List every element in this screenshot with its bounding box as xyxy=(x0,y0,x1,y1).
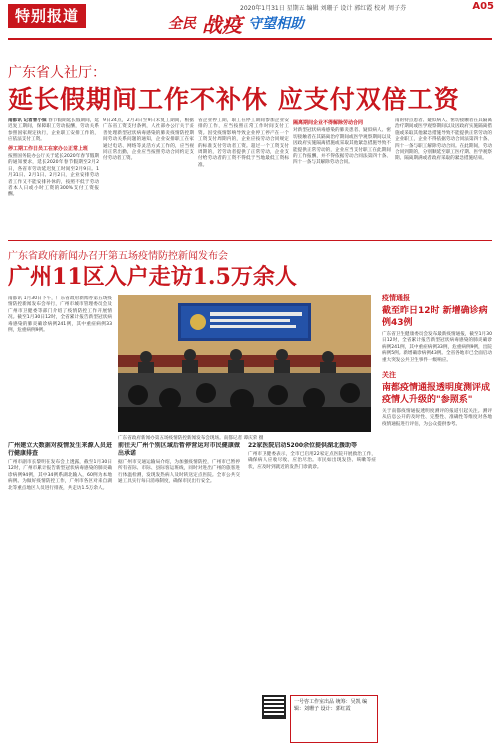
page-number: A05 xyxy=(472,1,494,12)
article2-subhead-b: 前往天广州个别区域后暂停营运对市民健康做出承诺 xyxy=(118,442,240,457)
article2-column-a xyxy=(8,442,112,692)
sidebar-tag-2: 关注 xyxy=(382,371,396,380)
article1-lead: 春节假期延长假期间，延迟复工期间，保障职工劳动报酬，劳动关系参照国家规定执行，企业职工安排工作的，应依法支付工资。 xyxy=(8,118,99,143)
qr-code xyxy=(262,695,286,719)
article1-col5-text: 南的特点患者、疑似病人、密切接触者在其隔离治疗期间或医学观察期间以及因政府实施隔离措施或采取其他紧急措施导致不能提供正常劳动的企业职工，企业不得依据劳动合同法第四十条、四十一条与职工解除劳动合同。在此期间，劳动合同到期的，分别顺延至职工医疗期、医学观察期、隔离期满或者政府采取的紧急措施结束。 xyxy=(395,118,492,162)
footer-credits: 一号咨工作室出品 统筹：吴凯 编辑：刘珊子 设计：郭红霞 xyxy=(290,695,378,743)
article1-col3-text: 省企业停工期，职工在停工期间参加企业安排的工作，应当按照正常工作时间支付工资。因受疫情影响导致企业停工停产在一个工资支付周期内的，企业应按劳动合同规定的标准支付劳动者工资。超过一个工资支付周期的，若劳动者提供了正常劳动，企业支付给劳动者的工资不得低于当地最低工资标准。 xyxy=(198,118,289,168)
photo-caption: 广东省政府新闻办第五场疫情防控新闻发布会现场。南都记者 谭庆荣 摄 xyxy=(118,436,264,441)
article1-kicker: 广东省人社厅： xyxy=(8,65,106,81)
banner-text-3: 守望相助 xyxy=(248,16,304,32)
article2-kicker: 广东省政府新闻办召开第五场疫情防控新闻发布会 xyxy=(8,251,228,262)
section-divider xyxy=(8,240,492,241)
article2-column-b xyxy=(118,442,240,742)
article1-column-4 xyxy=(293,118,391,236)
article1-col1-text: 按照国务院办公厅关于延长2020年春节假期的通知要求，延长2020年春节假期至2月2日，各省市劳动延迟复工时间至2月9日。1月31日、2月1日、2月2日，企业安排劳动者工作又不能安排补休的，按照不低于劳动者本人日或小时工资的300%支付工资报酬。 xyxy=(8,154,99,198)
banner-text-2: 战疫 xyxy=(202,12,242,37)
issue-meta: 2020年1月31日 星期五 编辑 刘珊子 设计 郭红霞 校对 周子芬 xyxy=(240,5,407,12)
sidebar-title: 截至昨日12时 新增确诊病例43例 xyxy=(382,306,488,328)
article1-subhead-1: 停工期工作日员工在家办公正常上班 xyxy=(8,145,89,152)
article1-byline: 南都讯 记者曾小妹 xyxy=(8,118,47,123)
article2-subhead-c: 22家医院启动5200余位提供湖北援助等 xyxy=(248,442,358,449)
campaign-banner xyxy=(168,10,304,36)
article2-headline: 广州11区入户走访1.5万余人 xyxy=(8,264,297,290)
section-tab: 特别报道 xyxy=(8,4,86,28)
banner-text-1: 全民 xyxy=(168,16,196,32)
article2-col-b-text: 据广州市交通运输局介绍，为加强疫情防控，广州市已暂停所有省际、市际、县际客运班线，同时对进出广州的旅客进行体温检测，发现发热病人及时转送定点医院。全市公共交通工具实行每日消毒制度，确保市民出行安全。 xyxy=(118,460,240,485)
article1-column-2 xyxy=(103,118,194,236)
sidebar-title-2: 南都疫情通报透明度测评成疫情人升级的"参照系" xyxy=(382,383,491,406)
article1-column-3 xyxy=(198,118,289,236)
sidebar-text-2: 关于南都疫情通报透明度测评的报道引起关注。测评从信息公开的及时性、完整性、准确性等维度对各地疫情通报进行评估，为公众提供参考。 xyxy=(382,409,492,427)
header-rule xyxy=(8,38,492,40)
article2-col-c-text: 广州市卫健委表示，全市已启用22家定点医院开展救治工作，确保病人应收尽收、应治尽治。市民如出现发热、咳嗽等症状，应及时到就近的发热门诊就诊。 xyxy=(248,452,376,470)
article1-col2-text: 9日24点，2月3日至9日未复工期间，根据广东省工资支付条例，人社部办公厅关于妥善处理新型冠状病毒感染的肺炎疫情防控期间劳动关系问题的通知，企业安排职工在家通过电话、网络等灵活方式工作的，应当视同正常出勤，企业应当按照劳动合同约定支付劳动者工资。 xyxy=(103,118,194,162)
article1-subhead-2: 隔离期间企业不得解除劳动合同 xyxy=(293,120,364,126)
article2-column-c xyxy=(248,442,376,690)
article1-col4-text: 对新型冠状病毒感染的肺炎患者、疑似病人、密切接触者在其隔离治疗期间或医学观察期间以及因政府实施隔离措施或采取其他紧急措施导致不能提供正常劳动的，企业应当支付职工在此期间的工作报酬，并不得依据劳动合同法第四十条、四十一条与其解除劳动合同。 xyxy=(293,128,391,166)
sidebar-tag: 疫情通报 xyxy=(382,294,410,302)
press-conference-photo xyxy=(118,295,371,432)
article2-subhead-a: 广州建立大数据对疫情发生来源人员进行健康排查 xyxy=(8,442,112,457)
article2-column-1 xyxy=(8,296,112,436)
article2-col-a-text: 广州市副市长黎明在发布会上透露，截至1月30日12时，广州市累计报告新型冠状病毒感染的肺炎确诊病例94例，其中34例系湖北输入，60例为本地病例。为做好疫情防控工作，广州市各区对来自湖北等重点地区人员进行排查，共走访1.5万余人。 xyxy=(8,460,112,491)
article1-headline: 延长假期间工作不补休 应支付双倍工资 xyxy=(8,85,460,114)
article1-column-5 xyxy=(395,118,492,236)
sidebar xyxy=(382,293,492,733)
article1-column-1 xyxy=(8,118,99,236)
article2-col1-text: 南都讯 1月30日下午，广东省政府新闻办第五场疫情防控新闻发布会举行，广州市城市管理委员会及广州市卫健委等部门介绍了疫情防控工作开展情况。截至1月30日12时，全省累计报告新型冠状病毒感染的肺炎确诊病例241例，其中重症病例33例，危重病例9例。 xyxy=(8,296,112,334)
sidebar-text: 广东省卫生健康委员会发布最新疫情通报，截至1月30日12时，全省累计报告新型冠状病毒感染的肺炎确诊病例241例，其中重症病例33例，危重病例9例，出院病例5例。新增确诊病例43例。全省各地市已全面启动重大突发公共卫生事件一级响应。 xyxy=(382,332,492,363)
